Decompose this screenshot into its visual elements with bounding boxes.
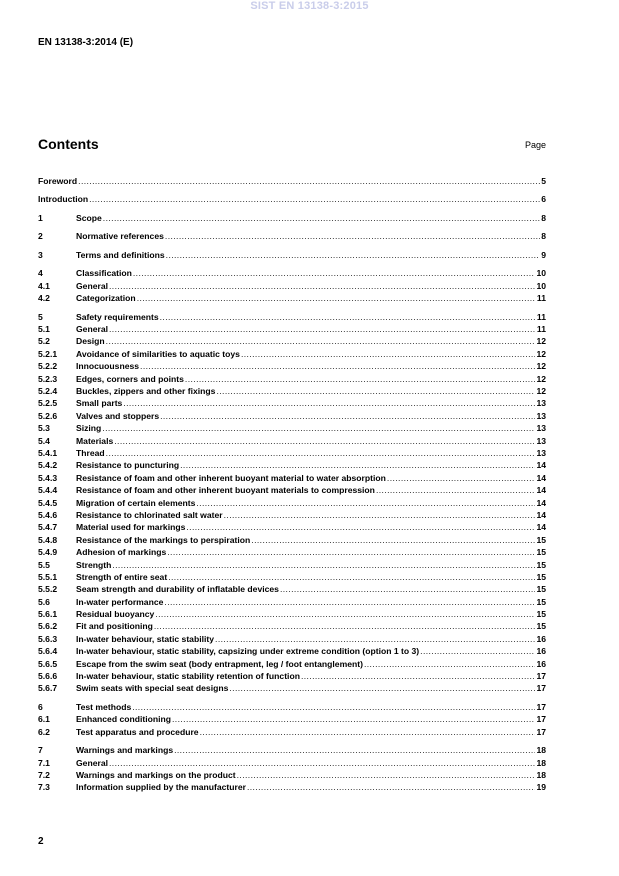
toc-entry-title: Resistance of foam and other inherent buoyant materials to compression (76, 485, 375, 496)
toc-entry[interactable] (38, 571, 546, 583)
toc-entry-title: Classification (76, 268, 132, 279)
dot-leader (132, 701, 535, 713)
toc-entry[interactable] (38, 633, 546, 645)
toc-entry-number: 5.6.7 (38, 683, 58, 694)
toc-entry-page: 8 (541, 231, 546, 242)
dot-leader (155, 608, 535, 620)
toc-entry[interactable] (38, 726, 546, 738)
toc-entry-number: 5.5.2 (38, 584, 58, 595)
toc-entry[interactable] (38, 534, 546, 546)
dot-leader (180, 459, 535, 471)
toc-entry-page: 15 (536, 584, 546, 595)
toc-entry-page: 16 (536, 646, 546, 657)
dot-leader (103, 212, 540, 224)
toc-entry-page: 11 (536, 293, 546, 304)
dot-leader (216, 385, 535, 397)
toc-entry-title: Material used for markings (76, 522, 186, 533)
dot-leader (160, 311, 536, 323)
dot-leader (109, 280, 535, 292)
toc-entry[interactable] (38, 410, 546, 422)
toc-entry-number: 5.4.4 (38, 485, 58, 496)
toc-entry-number: 6.1 (38, 714, 50, 725)
toc-entry[interactable] (38, 608, 546, 620)
toc-entry[interactable] (38, 311, 546, 323)
toc-entry-number: 5 (38, 311, 43, 322)
toc-entry-title: Design (76, 336, 105, 347)
toc-entry-title: Small parts (76, 398, 123, 409)
toc-entry-number: 4 (38, 268, 43, 279)
toc-entry-title: Sizing (76, 423, 102, 434)
dot-leader (166, 249, 541, 261)
toc-entry[interactable] (38, 497, 546, 509)
toc-entry-page: 12 (536, 386, 546, 397)
dot-leader (109, 757, 535, 769)
toc-entry-page: 12 (536, 373, 546, 384)
toc-entry-page: 14 (536, 460, 546, 471)
toc-entry-page: 13 (536, 447, 546, 458)
toc-entry-number: 2 (38, 231, 43, 242)
toc-entry-page: 14 (536, 485, 546, 496)
toc-entry-title: In-water performance (76, 596, 164, 607)
dot-leader (160, 410, 535, 422)
toc-entry[interactable] (38, 459, 546, 471)
toc-entry-title: Resistance to chlorinated salt water (76, 509, 223, 520)
toc-entry[interactable] (38, 670, 546, 682)
toc-entry-number: 5.6 (38, 596, 50, 607)
dot-leader (186, 521, 535, 533)
toc-entry-number: 5.4.3 (38, 472, 58, 483)
toc-entry-page: 12 (536, 348, 546, 359)
toc-entry-page: 19 (536, 782, 546, 793)
dot-leader (137, 292, 536, 304)
dot-leader (89, 193, 540, 205)
toc-entry-title: Edges, corners and points (76, 373, 184, 384)
toc-entry-title: Categorization (76, 293, 136, 304)
toc-entry-page: 13 (536, 398, 546, 409)
toc-entry[interactable] (38, 521, 546, 533)
toc-entry-page: 15 (536, 547, 546, 558)
toc-entry-number: 5.6.2 (38, 621, 58, 632)
dot-leader (140, 360, 535, 372)
dot-leader (215, 633, 535, 645)
toc-entry[interactable] (38, 484, 546, 496)
toc-entry-page: 17 (536, 714, 546, 725)
dot-leader (123, 397, 535, 409)
toc-entry-page: 15 (536, 559, 546, 570)
toc-entry[interactable] (38, 230, 546, 242)
toc-entry-title: Warnings and markings (76, 745, 174, 756)
toc-entry-title: Scope (76, 212, 102, 223)
toc-entry-title: Information supplied by the manufacturer (76, 782, 246, 793)
dot-leader (154, 620, 536, 632)
toc-entry-title: General (76, 324, 109, 335)
toc-entry-title: Foreword (38, 176, 78, 186)
toc-entry-page: 13 (536, 435, 546, 446)
toc-entry[interactable] (38, 175, 546, 187)
toc-entry-number: 5.4.5 (38, 497, 58, 508)
toc-entry[interactable] (38, 435, 546, 447)
toc-entry[interactable] (38, 744, 546, 756)
toc-entry-page: 10 (536, 268, 546, 279)
toc-entry-number: 5.2.1 (38, 348, 58, 359)
toc-entry[interactable] (38, 397, 546, 409)
toc-entry-title: Resistance to puncturing (76, 460, 180, 471)
toc-entry-number: 7.1 (38, 757, 50, 768)
toc-entry-title: Test apparatus and procedure (76, 726, 199, 737)
toc-entry-page: 12 (536, 336, 546, 347)
toc-entry-number: 5.4.1 (38, 447, 58, 458)
toc-entry-page: 5 (541, 176, 546, 186)
toc-entry-number: 6 (38, 701, 43, 712)
toc-entry[interactable] (38, 472, 546, 484)
toc-entry-page: 9 (541, 249, 546, 260)
toc-entry-number: 5.6.3 (38, 633, 58, 644)
toc-entry[interactable] (38, 701, 546, 713)
watermark: SIST EN 13138-3:2015 (250, 0, 369, 12)
dot-leader (174, 744, 535, 756)
dot-leader (78, 175, 540, 187)
toc-entry[interactable] (38, 645, 546, 657)
contents-heading: Contents (38, 136, 99, 152)
toc-entry-title: In-water behaviour, static stability retention of function (76, 671, 300, 682)
toc-entry[interactable] (38, 769, 546, 781)
toc-entry-page: 15 (536, 534, 546, 545)
toc-entry-title: Thread (76, 447, 105, 458)
toc-entry[interactable] (38, 781, 546, 793)
toc-entry-page: 18 (536, 769, 546, 780)
toc-entry-title: Resistance of the markings to perspiration (76, 534, 251, 545)
toc-entry-title: Seam strength and durability of inflatable devices (76, 584, 279, 595)
toc-entry-number: 5.2.2 (38, 361, 58, 372)
toc-entry[interactable] (38, 348, 546, 360)
toc-entry-page: 13 (536, 410, 546, 421)
toc-entry-number: 5.4 (38, 435, 50, 446)
toc-entry-title: Fit and positioning (76, 621, 153, 632)
toc-entry-page: 17 (536, 683, 546, 694)
toc-entry[interactable] (38, 509, 546, 521)
toc-entry-number: 5.2.6 (38, 410, 58, 421)
toc-entry[interactable] (38, 682, 546, 694)
toc-entry[interactable] (38, 335, 546, 347)
toc-entry-title: Avoidance of similarities to aquatic toys (76, 348, 240, 359)
toc-entry[interactable] (38, 280, 546, 292)
toc-entry-number: 5.4.8 (38, 534, 58, 545)
dot-leader (106, 335, 536, 347)
dot-leader (301, 670, 535, 682)
table-of-contents (38, 175, 546, 794)
toc-entry-page: 15 (536, 621, 546, 632)
toc-entry-number: 5.4.7 (38, 522, 58, 533)
dot-leader (224, 509, 536, 521)
toc-entry-title: Residual buoyancy (76, 609, 155, 620)
toc-entry-number: 7.2 (38, 769, 50, 780)
toc-entry[interactable] (38, 546, 546, 558)
dot-leader (229, 682, 535, 694)
dot-leader (114, 435, 535, 447)
dot-leader (165, 230, 540, 242)
document-identifier: EN 13138-3:2014 (E) (38, 37, 134, 48)
toc-entry-page: 11 (536, 311, 546, 322)
dot-leader (200, 726, 536, 738)
dot-leader (164, 596, 535, 608)
dot-leader (237, 769, 536, 781)
page-column-label: Page (524, 140, 546, 150)
toc-entry[interactable] (38, 360, 546, 372)
dot-leader (420, 645, 535, 657)
toc-entry-page: 17 (536, 671, 546, 682)
dot-leader (102, 422, 535, 434)
toc-entry[interactable] (38, 422, 546, 434)
toc-entry-page: 11 (536, 324, 546, 335)
toc-entry-page: 13 (536, 423, 546, 434)
toc-entry-number: 5.2.5 (38, 398, 58, 409)
toc-entry-title: Normative references (76, 231, 164, 242)
toc-entry-title: In-water behaviour, static stability, capsizing under extreme condition (option 1 to 3) (76, 646, 420, 657)
toc-entry-title: Introduction (38, 194, 89, 205)
toc-entry-title: Test methods (76, 701, 132, 712)
toc-entry[interactable] (38, 212, 546, 224)
toc-entry-page: 18 (536, 745, 546, 756)
dot-leader (247, 781, 535, 793)
toc-entry[interactable] (38, 658, 546, 670)
dot-leader (106, 447, 536, 459)
toc-entry-title: Buckles, zippers and other fixings (76, 386, 216, 397)
dot-leader (167, 546, 535, 558)
toc-entry-title: Innocuousness (76, 361, 140, 372)
toc-entry-page: 12 (536, 361, 546, 372)
toc-entry[interactable] (38, 596, 546, 608)
toc-entry-title: Enhanced conditioning (76, 714, 172, 725)
toc-entry-title: Strength (76, 559, 112, 570)
toc-entry-number: 5.5 (38, 559, 50, 570)
toc-entry[interactable] (38, 373, 546, 385)
toc-entry[interactable] (38, 267, 546, 279)
toc-entry-page: 17 (536, 701, 546, 712)
toc-entry-page: 14 (536, 522, 546, 533)
toc-entry[interactable] (38, 713, 546, 725)
toc-entry-number: 5.3 (38, 423, 50, 434)
dot-leader (112, 559, 535, 571)
toc-entry[interactable] (38, 323, 546, 335)
toc-entry-title: General (76, 280, 109, 291)
toc-entry-page: 14 (536, 472, 546, 483)
toc-entry-number: 5.6.5 (38, 658, 58, 669)
toc-entry-number: 5.6.1 (38, 609, 58, 620)
dot-leader (172, 713, 535, 725)
toc-entry-number: 6.2 (38, 726, 50, 737)
toc-entry-title: Safety requirements (76, 311, 159, 322)
dot-leader (251, 534, 535, 546)
dot-leader (133, 267, 536, 279)
toc-entry-title: In-water behaviour, static stability (76, 633, 215, 644)
toc-entry-title: Migration of certain elements (76, 497, 196, 508)
toc-entry-number: 5.6.4 (38, 646, 58, 657)
toc-entry-page: 10 (536, 280, 546, 291)
toc-entry-number: 3 (38, 249, 43, 260)
toc-entry-number: 5.4.9 (38, 547, 58, 558)
toc-entry-number: 5.5.1 (38, 571, 58, 582)
toc-entry-title: Adhesion of markings (76, 547, 167, 558)
toc-entry-number: 5.4.2 (38, 460, 58, 471)
toc-entry[interactable] (38, 249, 546, 261)
toc-entry-page: 15 (536, 596, 546, 607)
toc-entry-page: 16 (536, 658, 546, 669)
toc-entry-page: 14 (536, 497, 546, 508)
toc-entry[interactable] (38, 447, 546, 459)
dot-leader (168, 571, 535, 583)
toc-entry[interactable] (38, 193, 546, 205)
toc-entry-number: 7.3 (38, 782, 50, 793)
toc-entry-title: Resistance of foam and other inherent buoyant material to water absorption (76, 472, 386, 483)
toc-entry-number: 5.2.3 (38, 373, 58, 384)
dot-leader (376, 484, 536, 496)
dot-leader (196, 497, 535, 509)
toc-entry-number: 5.6.6 (38, 671, 58, 682)
toc-entry-page: 15 (536, 609, 546, 620)
toc-entry-number: 5.2.4 (38, 386, 58, 397)
toc-entry-number: 4.2 (38, 293, 50, 304)
toc-entry-number: 4.1 (38, 280, 50, 291)
toc-entry-number: 5.2 (38, 336, 50, 347)
toc-entry[interactable] (38, 757, 546, 769)
toc-entry-title: Warnings and markings on the product (76, 769, 236, 780)
toc-entry[interactable] (38, 583, 546, 595)
dot-leader (185, 373, 536, 385)
toc-entry-title: Valves and stoppers (76, 410, 160, 421)
toc-entry-number: 5.1 (38, 324, 50, 335)
toc-entry-page: 17 (536, 726, 546, 737)
dot-leader (280, 583, 535, 595)
dot-leader (109, 323, 536, 335)
toc-entry-title: Escape from the swim seat (body entrapment, leg / foot entanglement) (76, 658, 363, 669)
dot-leader (387, 472, 536, 484)
toc-entry-page: 8 (541, 212, 546, 223)
toc-entry[interactable] (38, 559, 546, 571)
toc-entry-number: 7 (38, 745, 43, 756)
toc-entry-page: 16 (536, 633, 546, 644)
toc-entry-page: 14 (536, 509, 546, 520)
page-number: 2 (38, 836, 44, 847)
dot-leader (364, 658, 535, 670)
toc-entry[interactable] (38, 620, 546, 632)
toc-entry-number: 1 (38, 212, 43, 223)
toc-entry[interactable] (38, 385, 546, 397)
dot-leader (241, 348, 535, 360)
toc-entry-title: Terms and definitions (76, 249, 165, 260)
toc-entry-title: Strength of entire seat (76, 571, 168, 582)
toc-entry-page: 15 (536, 571, 546, 582)
toc-entry-title: Swim seats with special seat designs (76, 683, 229, 694)
toc-entry-title: General (76, 757, 109, 768)
toc-entry-title: Materials (76, 435, 114, 446)
toc-entry-page: 18 (536, 757, 546, 768)
toc-entry[interactable] (38, 292, 546, 304)
toc-entry-number: 5.4.6 (38, 509, 58, 520)
toc-entry-page: 6 (541, 194, 546, 205)
